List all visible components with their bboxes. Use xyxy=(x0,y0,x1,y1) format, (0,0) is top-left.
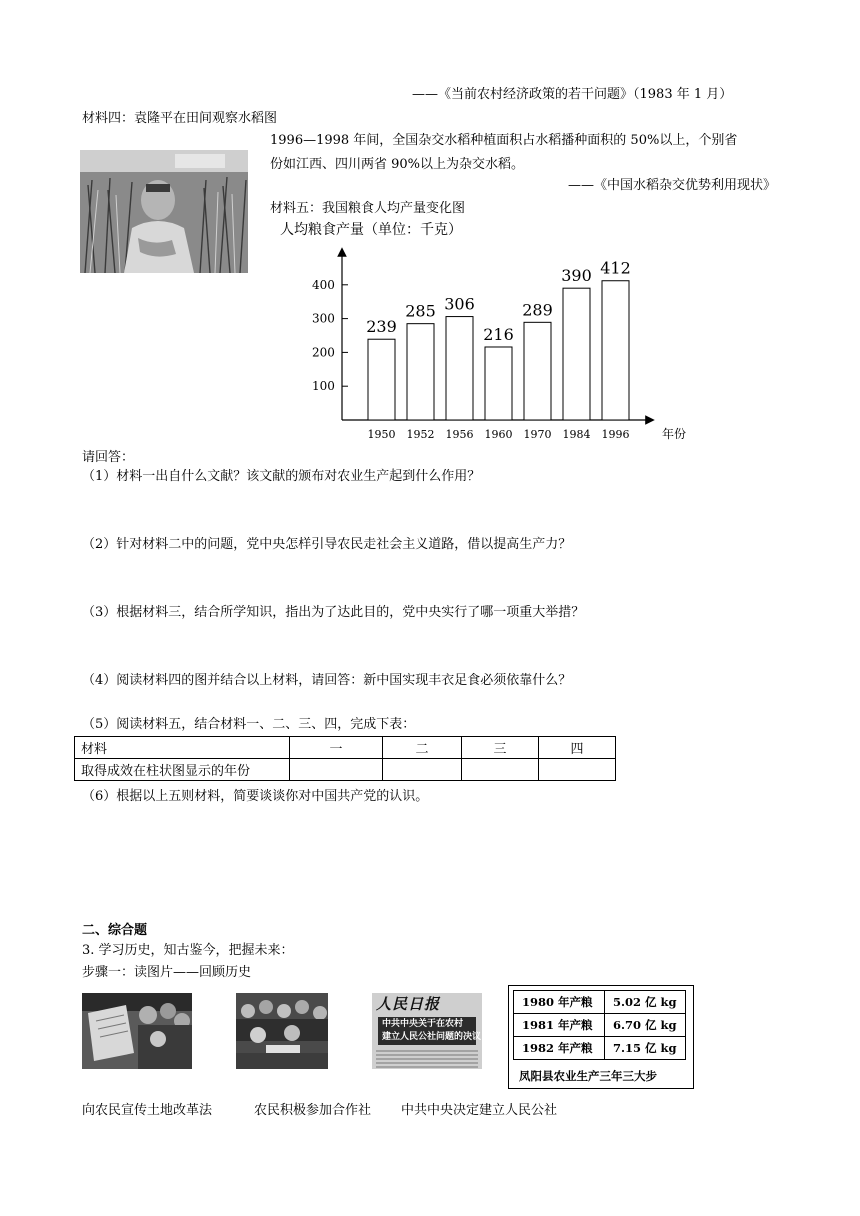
source-citation-top: ——《当前农村经济政策的若干问题》（1983 年 1 月） xyxy=(412,87,733,102)
section2-question-3: 3. 学习历史，知古鉴今，把握未来： xyxy=(82,943,294,958)
answer-cell-1[interactable] xyxy=(290,759,383,781)
x-tick-label: 1984 xyxy=(562,428,591,441)
land-reform-photo xyxy=(82,993,192,1069)
fengyang-yield-box xyxy=(508,985,694,1089)
table-row xyxy=(514,1014,686,1037)
table-row xyxy=(75,737,616,759)
bar-value-label: 285 xyxy=(405,301,436,321)
section2-heading: 二、综合题 xyxy=(82,923,148,938)
caption-cooperative: 农民积极参加合作社 xyxy=(254,1103,372,1118)
newspaper-headline-line1: 中共中央关于在农村 xyxy=(382,1019,464,1029)
bar-value-label: 412 xyxy=(600,258,631,278)
bar-1956 xyxy=(446,317,473,420)
y-tick-label: 300 xyxy=(312,311,335,326)
table-cell: 取得成效在柱状图显示的年份 xyxy=(75,759,290,781)
chart-y-axis-label: 人均粮食产量（单位：千克） xyxy=(280,222,462,238)
bar-value-label: 216 xyxy=(483,324,514,344)
fengyang-yield-table xyxy=(513,990,686,1060)
caption-land-reform: 向农民宣传土地改革法 xyxy=(82,1103,213,1118)
fengyang-yield-caption: 凤阳县农业生产三年三大步 xyxy=(519,1069,657,1083)
yuan-longping-photo xyxy=(80,150,248,273)
y-tick-label: 200 xyxy=(312,345,335,360)
peoples-daily-newspaper-photo xyxy=(372,993,482,1069)
bar-1952 xyxy=(407,324,434,420)
table-cell: 7.15 亿 kg xyxy=(605,1037,686,1060)
table-cell: 三 xyxy=(462,737,539,759)
answer-cell-2[interactable] xyxy=(383,759,462,781)
bar-1984 xyxy=(563,288,590,420)
caption-peoples-commune: 中共中央决定建立人民公社 xyxy=(401,1103,558,1118)
answer-table xyxy=(74,736,616,781)
table-cell: 1982 年产粮 xyxy=(514,1037,605,1060)
table-cell: 5.02 亿 kg xyxy=(605,991,686,1014)
bar-value-label: 289 xyxy=(522,300,553,320)
table-row xyxy=(514,1037,686,1060)
table-cell: 四 xyxy=(539,737,616,759)
table-cell: 二 xyxy=(383,737,462,759)
question-2: （2）针对材料二中的问题，党中央怎样引导农民走社会主义道路，借以提高生产力？ xyxy=(82,537,572,552)
bar-value-label: 306 xyxy=(444,294,475,314)
material4-text-line2: 份如江西、四川两省 90%以上为杂交水稻。 xyxy=(270,157,525,172)
bar-1950 xyxy=(368,339,395,420)
y-tick-label: 400 xyxy=(312,277,335,292)
newspaper-masthead: 人民日报 xyxy=(376,995,441,1013)
chart-x-axis-label: 年份 xyxy=(662,427,687,441)
cooperative-photo xyxy=(236,993,328,1069)
material4-title: 材料四：袁隆平在田间观察水稻图 xyxy=(82,111,278,126)
table-row xyxy=(514,991,686,1014)
bar-value-label: 239 xyxy=(366,317,397,337)
bar-1970 xyxy=(524,322,551,420)
x-tick-label: 1952 xyxy=(406,428,435,441)
table-cell: 一 xyxy=(290,737,383,759)
material4-source: ——《中国水稻杂交优势利用现状》 xyxy=(568,178,777,193)
table-cell: 1981 年产粮 xyxy=(514,1014,605,1037)
step1-label: 步骤一：读图片——回顾历史 xyxy=(82,965,252,980)
x-tick-label: 1996 xyxy=(601,428,630,441)
y-tick-label: 100 xyxy=(312,379,335,394)
question-6: （6）根据以上五则材料，简要谈谈你对中国共产党的认识。 xyxy=(82,789,429,804)
answer-cell-3[interactable] xyxy=(462,759,539,781)
x-tick-label: 1970 xyxy=(523,428,552,441)
x-tick-label: 1960 xyxy=(484,428,513,441)
bar-1960 xyxy=(485,347,512,420)
newspaper-headline-line2: 建立人民公社问题的决议 xyxy=(382,1032,482,1042)
x-tick-label: 1956 xyxy=(445,428,474,441)
question-1: （1）材料一出自什么文献？该文献的颁布对农业生产起到什么作用？ xyxy=(82,469,481,484)
grain-per-capita-bar-chart xyxy=(270,236,687,448)
table-cell: 6.70 亿 kg xyxy=(605,1014,686,1037)
question-5: （5）阅读材料五，结合材料一、二、三、四，完成下表： xyxy=(82,717,416,732)
answer-cell-4[interactable] xyxy=(539,759,616,781)
question-4: （4）阅读材料四的图并结合以上材料，请回答：新中国实现丰衣足食必须依靠什么？ xyxy=(82,673,572,688)
answer-prompt: 请回答： xyxy=(82,450,135,465)
x-tick-label: 1950 xyxy=(367,428,396,441)
bar-value-label: 390 xyxy=(561,266,592,286)
material5-title: 材料五：我国粮食人均产量变化图 xyxy=(270,201,466,216)
material4-text-line1: 1996—1998 年间，全国杂交水稻种植面积占水稻播种面积的 50%以上，个别省 xyxy=(270,133,738,148)
table-row xyxy=(75,759,616,781)
bar-1996 xyxy=(602,281,629,420)
table-cell: 1980 年产粮 xyxy=(514,991,605,1014)
question-3: （3）根据材料三，结合所学知识，指出为了达此目的，党中央实行了哪一项重大举措？ xyxy=(82,605,585,620)
table-cell: 材料 xyxy=(75,737,290,759)
